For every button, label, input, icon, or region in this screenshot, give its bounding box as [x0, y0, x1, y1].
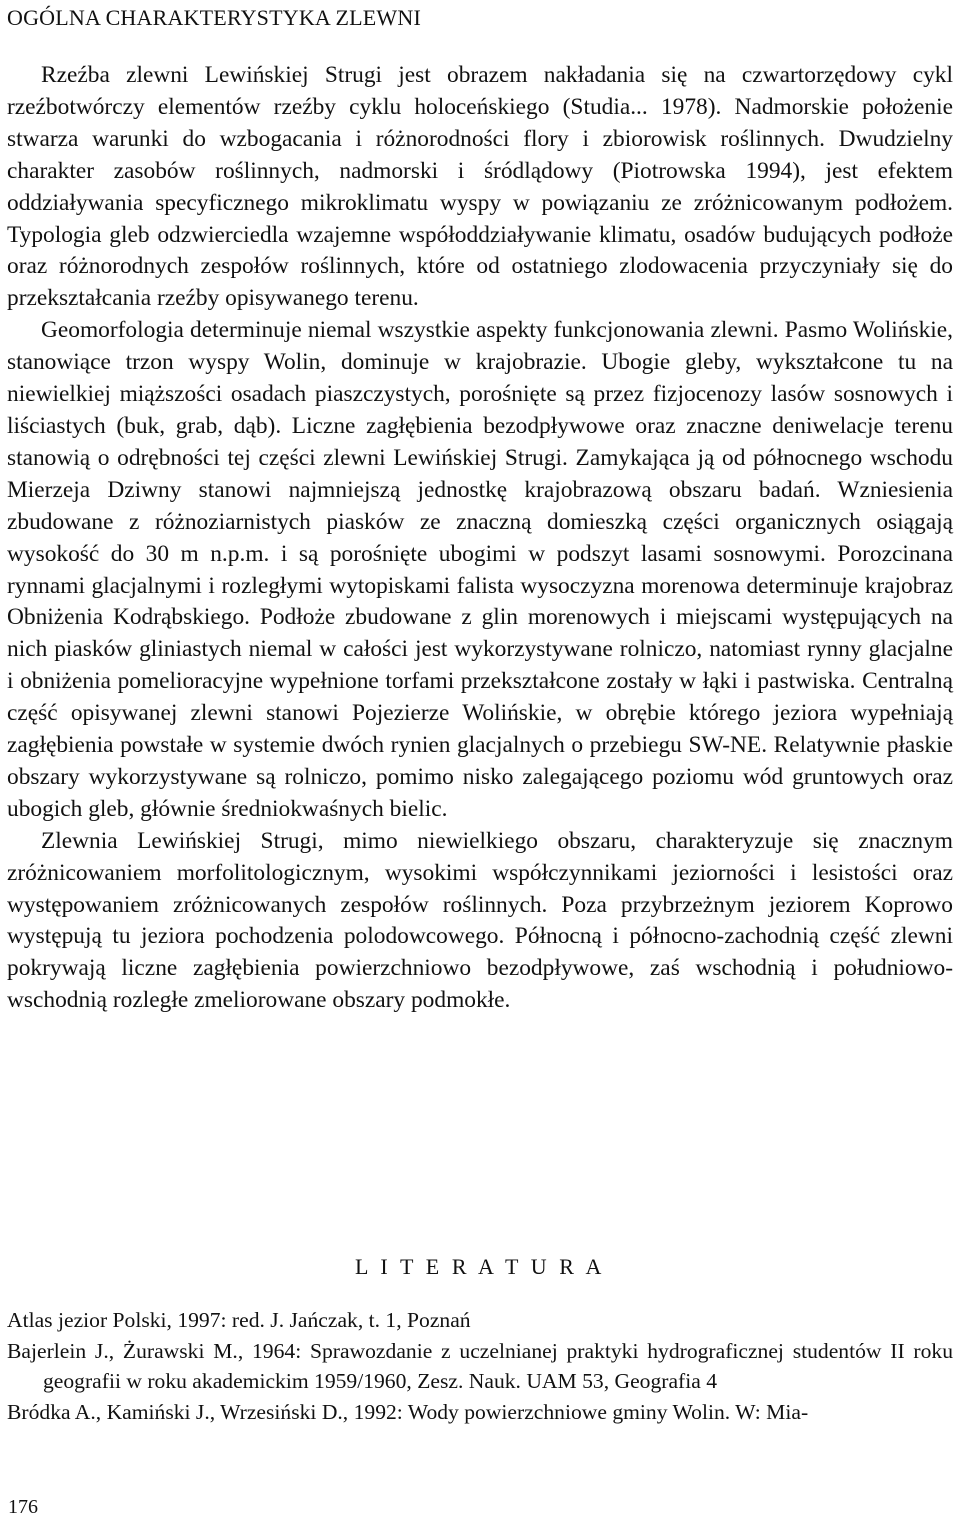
- section-heading: OGÓLNA CHARAKTERYSTYKA ZLEWNI: [7, 5, 422, 30]
- body-text: [7, 60, 953, 1017]
- paragraph-2: Geomorfologia determinuje niemal wszystkie aspekty funkcjonowania zlewni. Pasmo Wolińskie, stanowiące trzon wyspy Wolin, dominuje w krajobrazie. Ubogie gleby, wykształcone tu na niewielkiej miąższości osadach piaszczystych, porośnięte są przez fizjocenozy lasów sosnowych i liściastych (buk, grab, dąb). Liczne zagłębienia bezodpływowe oraz znaczne deniwelacje terenu stanowią o odrębności tej części zlewni Lewińskiej Strugi. Zamykająca ją od północnego wschodu Mierzeja Dziwny stanowi najmniejszą jednostkę krajobrazową obszaru badań. Wzniesienia zbudowane z różnoziarnistych piasków ze znaczną domieszką części organicznych osiągają wysokość do 30 m n.p.m. i są porośnięte ubogimi w podszyt lasami sosnowymi. Porozcinana rynnami glacjalnymi i rozległymi wytopiskami falista wysoczyzna morenowa determinuje krajobraz Obniżenia Kodrąbskiego. Podłoże zbudowane z glin morenowych i miejscami występujących na nich piasków gliniastych niemal w całości jest wykorzystywane rolniczo, natomiast rynny glacjalne i obniżenia pomelioracyjne wypełnione torfami przekształcone zostały w łąki i pastwiska. Centralną część opisywanej zlewni stanowi Pojezierze Wolińskie, w obrębie którego jeziora wypełniają zagłębienia powstałe w systemie dwóch rynien glacjalnych o przebiegu SW-NE. Relatywnie płaskie obszary wykorzystywane są rolniczo, pomimo nisko zalegającego poziomu wód gruntowych oraz ubogich gleb, głównie średniokwaśnych bielic.: [7, 317, 953, 822]
- references-list: [7, 1305, 953, 1427]
- paragraph-1: Rzeźba zlewni Lewińskiej Strugi jest obrazem nakładania się na czwartorzędowy cykl rzeźbotwórczy elementów rzeźby cyklu holoceńskiego (Studia... 1978). Nadmorskie położenie stwarza warunki do wzbogacania i różnorodności flory i zbiorowisk roślinnych. Dwudzielny charakter zasobów roślinnych, nadmorski i śródlądowy (Piotrowska 1994), jest efektem oddziaływania specyficznego mikroklimatu wyspy w powiązaniu ze zróżnicowanym podłożem. Typologia gleb odzwierciedla wzajemne współoddziaływanie klimatu, osadów budujących podłoże oraz różnorodnych zespołów roślinnych, które od ostatniego zlodowacenia przyczyniały się do przekształcania rzeźby opisywanego terenu.: [7, 62, 953, 312]
- literature-heading: L I T E R A T U R A: [355, 1254, 605, 1279]
- paragraph-3: Zlewnia Lewińskiej Strugi, mimo niewielkiego obszaru, charakteryzuje się znacznym zróżnicowaniem morfolitologicznym, wysokimi współczynnikami jeziorności i lesistości oraz występowaniem zróżnicowanych zespołów roślinnych. Poza przybrzeżnym jeziorem Koprowo występują tu jeziora pochodzenia polodowcowego. Północną i północno-zachodnią część zlewni pokrywają liczne zagłębienia powierzchniowo bezodpływowe, zaś wschodnią i południowo-wschodnią rozległe zmeliorowane obszary podmokłe.: [7, 827, 953, 1014]
- reference-item-3: Bródka A., Kamiński J., Wrzesiński D., 1992: Wody powierzchniowe gminy Wolin. W: Mia-: [7, 1399, 809, 1424]
- page-number: 176: [8, 1496, 38, 1518]
- reference-item-1: Atlas jezior Polski, 1997: red. J. Jańczak, t. 1, Poznań: [7, 1308, 471, 1332]
- reference-item-2: Bajerlein J., Żurawski M., 1964: Sprawozdanie z uczelnianej praktyki hydrograficznej studentów II roku geografii w roku akademickim 1959/1960, Zesz. Nauk. UAM 53, Geografia 4: [7, 1338, 953, 1393]
